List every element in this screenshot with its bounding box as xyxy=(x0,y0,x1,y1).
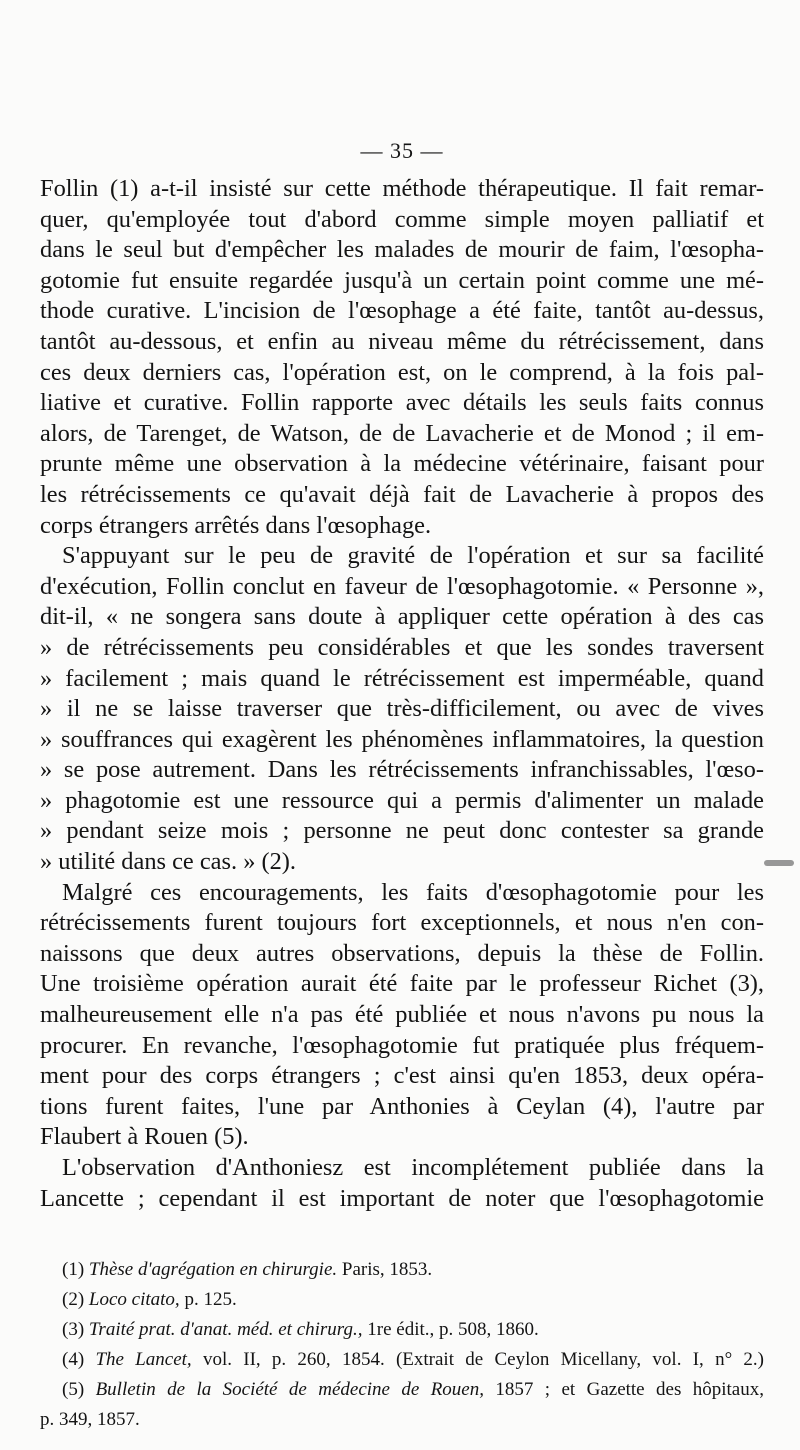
text-line: gotomie fut ensuite regardée jusqu'à un certain point comme une mé- xyxy=(40,266,764,294)
footnote-title: Bulletin de la Société de médecine de Rouen, xyxy=(95,1379,484,1400)
footnote-title: Thèse d'agrégation en chirurgie. xyxy=(88,1259,338,1280)
text-line: Une troisième opération aurait été faite par le professeur Richet (3), xyxy=(40,970,764,998)
text-line: » il ne se laisse traverser que très-difficilement, ou avec de vives xyxy=(40,695,764,723)
body-text xyxy=(40,174,764,1214)
text-line: d'exécution, Follin conclut en faveur de l'œsophagotomie. « Personne », xyxy=(40,572,764,600)
text-line: quer, qu'employée tout d'abord comme simple moyen palliatif et xyxy=(40,205,764,233)
footnote-number: (5) xyxy=(62,1379,96,1400)
text-line: » souffrances qui exagèrent les phénomènes inflammatoires, la question xyxy=(40,725,764,753)
text-line: Malgré ces encouragements, les faits d'œsophagotomie pour les xyxy=(62,878,764,906)
footnote-detail: p. 349, 1857. xyxy=(40,1409,140,1430)
text-line: thode curative. L'incision de l'œsophage a été faite, tantôt au-dessus, xyxy=(40,297,764,325)
footnote-number: (4) xyxy=(62,1349,96,1370)
text-line: ment pour des corps étrangers ; c'est ainsi qu'en 1853, deux opéra- xyxy=(40,1062,764,1090)
text-line: procurer. En revanche, l'œsophagotomie fut pratiquée plus fréquem- xyxy=(40,1031,764,1059)
footnote xyxy=(40,1285,764,1315)
footnote-number: (3) xyxy=(62,1319,89,1340)
text-line: dit-il, « ne songera sans doute à appliquer cette opération à des cas xyxy=(40,603,764,631)
text-line: L'observation d'Anthoniesz est incomplétement publiée dans la xyxy=(62,1154,764,1181)
ink-smudge-mark xyxy=(764,860,794,866)
text-line: prunte même une observation à la médecine vétérinaire, faisant pour xyxy=(40,450,764,478)
text-line: » facilement ; mais quand le rétrécissement est imperméable, quand xyxy=(40,664,764,692)
text-line: tions furent faites, l'une par Anthonies à Ceylan (4), l'autre par xyxy=(40,1092,764,1120)
text-line: dans le seul but d'empêcher les malades de mourir de faim, l'œsopha- xyxy=(40,236,764,264)
text-line: » de rétrécissements peu considérables et que les sondes traversent xyxy=(40,633,764,661)
footnote xyxy=(40,1405,764,1435)
footnote-title: Loco citato, xyxy=(88,1289,180,1310)
footnote-detail: p. 125. xyxy=(179,1289,237,1310)
text-line: Flaubert à Rouen (5). xyxy=(40,1123,249,1151)
text-line: » phagotomie est une ressource qui a permis d'alimenter un malade xyxy=(40,786,764,814)
text-line: corps étrangers arrêtés dans l'œsophage. xyxy=(40,511,432,539)
text-line: » se pose autrement. Dans les rétrécissements infranchissables, l'œso- xyxy=(40,756,764,784)
text-line: » utilité dans ce cas. » (2). xyxy=(40,848,297,876)
footnote xyxy=(40,1345,764,1375)
text-line: alors, de Tarenget, de Watson, de de Lavacherie et de Monod ; il em- xyxy=(40,419,764,447)
text-line: » pendant seize mois ; personne ne peut donc contester sa grande xyxy=(40,817,764,845)
text-line: ces deux derniers cas, l'opération est, on le comprend, à la fois pal- xyxy=(40,358,764,386)
text-line: Lancette ; cependant il est important de noter que l'œsophagotomie xyxy=(40,1184,764,1212)
text-line: Follin (1) a-t-il insisté sur cette méthode thérapeutique. Il fait remar- xyxy=(40,175,764,202)
footnote-number: (2) xyxy=(62,1289,89,1310)
footnote-detail: 1857 ; et Gazette des hôpitaux, xyxy=(484,1379,764,1400)
text-line: rétrécissements furent toujours fort exceptionnels, et nous n'en con- xyxy=(40,909,764,937)
footnote-detail: Paris, 1853. xyxy=(337,1259,433,1280)
footnote-detail: 1re édit., p. 508, 1860. xyxy=(362,1319,539,1340)
footnote-title: The Lancet, xyxy=(95,1349,192,1370)
footnote-detail: vol. II, p. 260, 1854. (Extrait de Ceylon Micellany, vol. I, n° 2.) xyxy=(191,1349,765,1370)
footnote xyxy=(40,1375,764,1405)
text-line: malheureusement elle n'a pas été publiée et nous n'avons pu nous la xyxy=(40,1001,764,1029)
text-line: tantôt au-dessous, et enfin au niveau même du rétrécissement, dans xyxy=(40,327,764,355)
text-line: naissons que deux autres observations, depuis la thèse de Follin. xyxy=(40,939,764,967)
footnote xyxy=(40,1255,764,1285)
footnote-number: (1) xyxy=(62,1259,89,1280)
footnote-title: Traité prat. d'anat. méd. et chirurg., xyxy=(88,1319,363,1340)
page-number: — 35 — xyxy=(360,138,444,163)
footnotes xyxy=(40,1255,764,1435)
text-line: les rétrécissements ce qu'avait déjà fait de Lavacherie à propos des xyxy=(40,480,764,508)
text-line: S'appuyant sur le peu de gravité de l'opération et sur sa facilité xyxy=(62,542,764,570)
text-line: liative et curative. Follin rapporte avec détails les seuls faits connus xyxy=(40,389,764,417)
footnote xyxy=(40,1315,764,1345)
